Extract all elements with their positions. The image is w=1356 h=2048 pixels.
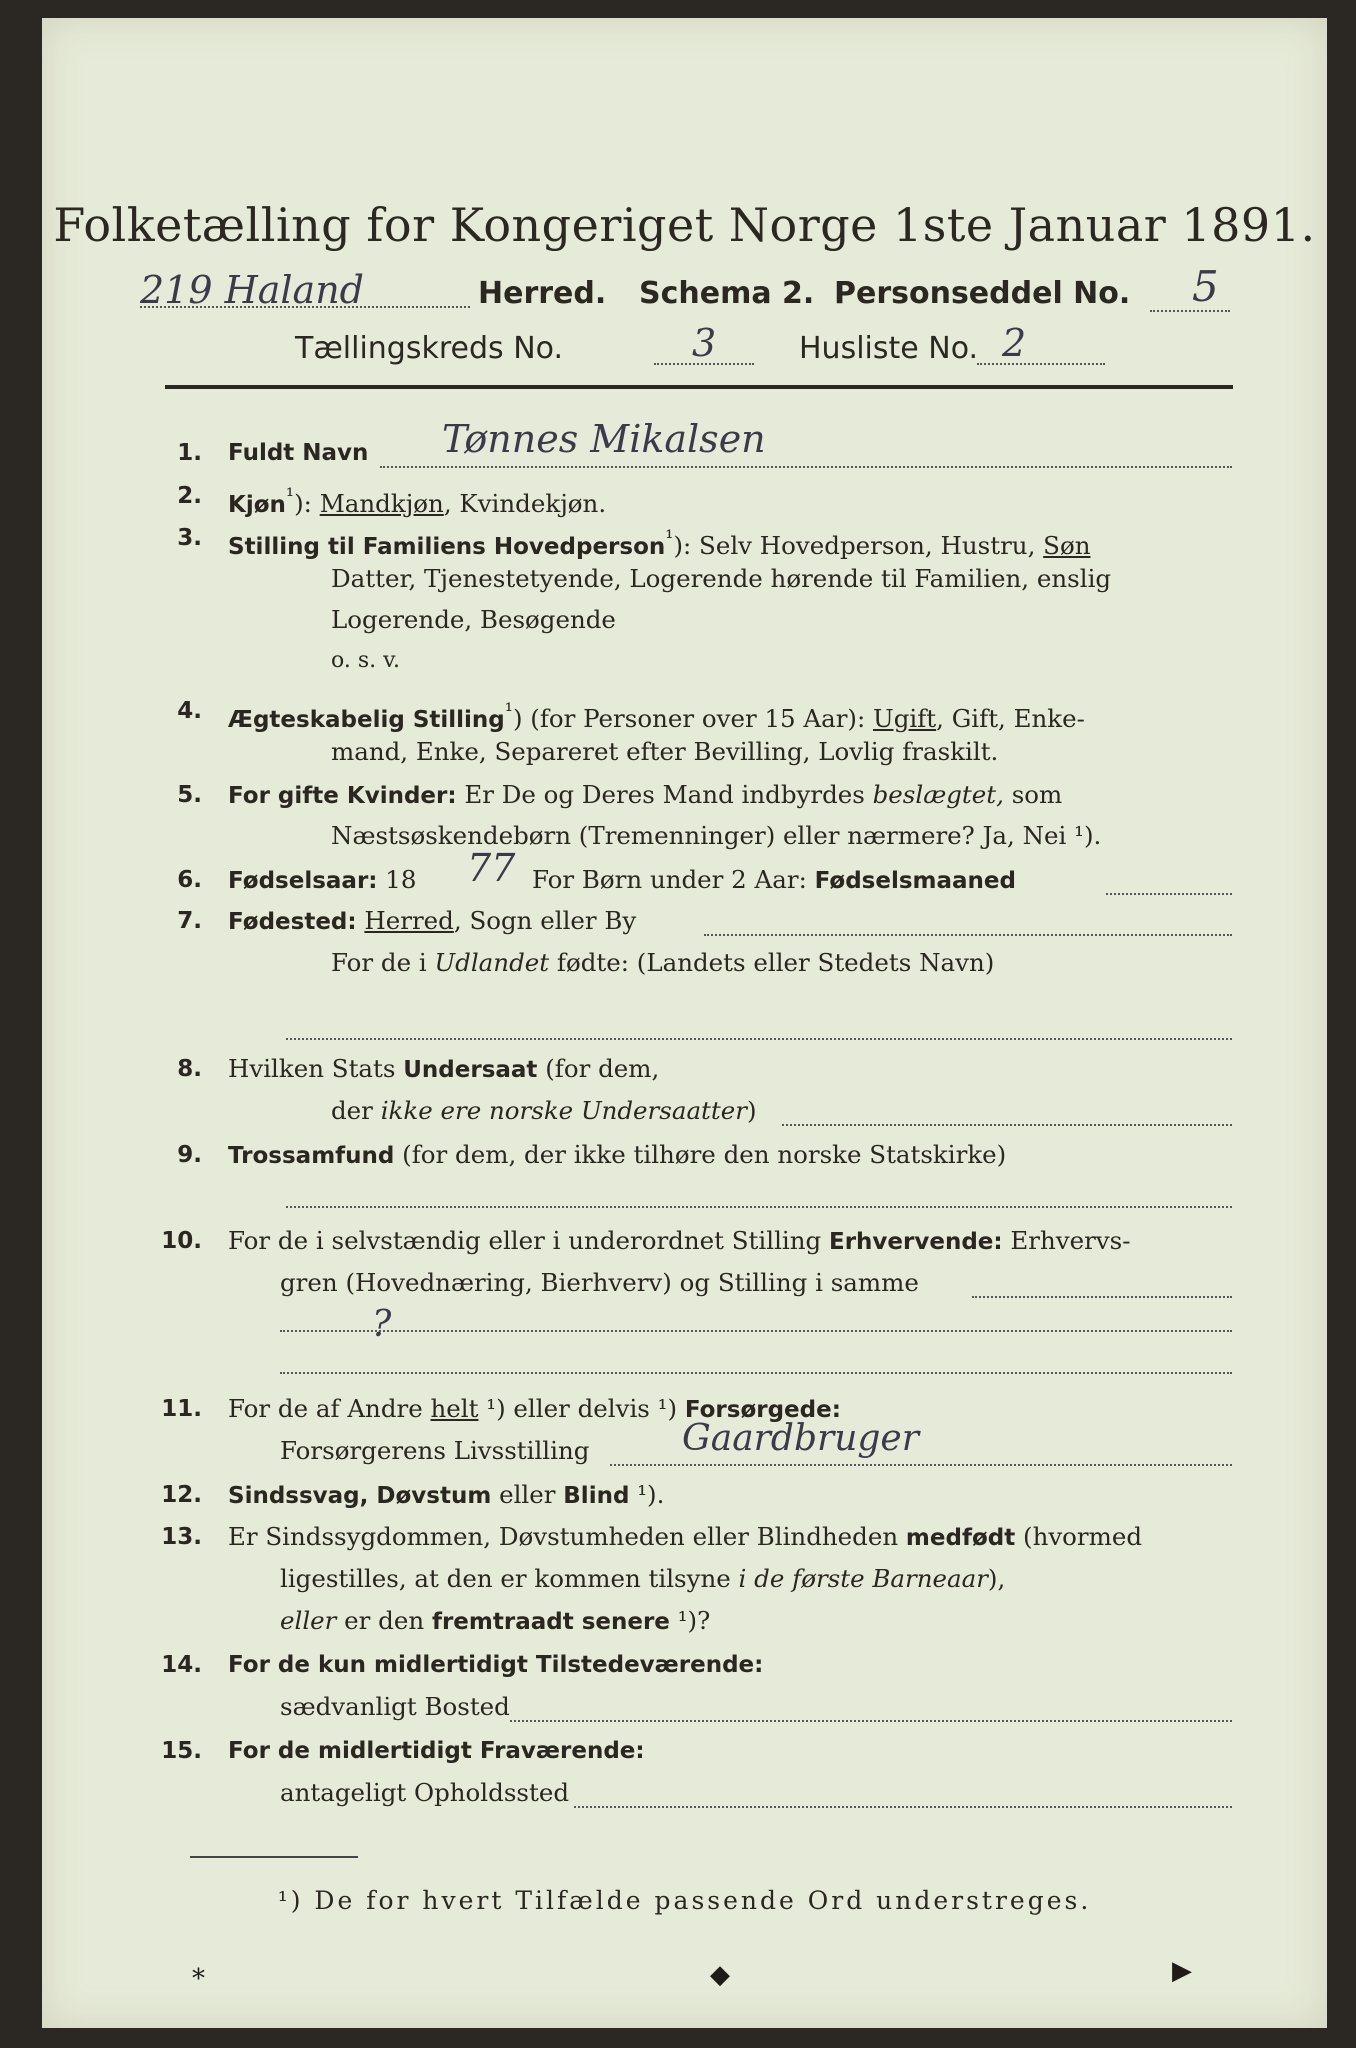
name-value: Tønnes Mikalsen: [442, 417, 766, 461]
corner-mark-left: ⁎: [192, 1956, 205, 1986]
sex-selected: Mandkjøn: [319, 489, 444, 519]
field-label-name: Fuldt Navn: [228, 440, 369, 466]
family-position-selected: Søn: [1043, 531, 1091, 561]
personseddel-value: 5: [1192, 262, 1219, 311]
kreds-value: 3: [692, 321, 717, 365]
herred-handwritten: 219 Haland: [140, 268, 365, 312]
personseddel-label: Personseddel No.: [834, 276, 1131, 311]
herred-label: Herred.: [478, 276, 607, 311]
schema-label: Schema 2.: [639, 276, 815, 311]
form-title: Folketælling for Kongeriget Norge 1ste Januar 1891.: [53, 198, 1316, 252]
header-rule: [165, 385, 1233, 389]
husliste-fill-line: [977, 363, 1105, 365]
ink-blot-center: ◆: [710, 1960, 730, 1990]
footnote: ¹) De for hvert Tilfælde passende Ord understreges.: [277, 1886, 1092, 1915]
birthplace-selected: Herred: [364, 906, 454, 935]
corner-mark-right: ▶: [1172, 1956, 1192, 1986]
husliste-label: Husliste No.: [799, 331, 979, 366]
field-label-birthplace: Fødested:: [228, 909, 357, 935]
occupation-value: ?: [372, 1304, 392, 1345]
personseddel-fill-line: [1150, 310, 1230, 312]
provider-occupation-value: Gaardbruger: [682, 1418, 919, 1459]
birth-year-value: 77: [467, 846, 516, 890]
field-label-sex: Kjøn: [228, 492, 286, 519]
marital-status-selected: Ugift: [873, 704, 937, 734]
kreds-label: Tællingskreds No.: [295, 331, 563, 366]
kreds-fill-line: [654, 363, 754, 365]
husliste-value: 2: [1002, 321, 1027, 365]
herred-fill-line: [140, 306, 470, 308]
field-label-marital-status: Ægteskabelig Stilling: [228, 707, 505, 734]
field-label-family-position: Stilling til Familiens Hovedperson: [228, 534, 666, 561]
field-label-birth-year: Fødselsaar:: [228, 868, 378, 894]
footnote-rule: [190, 1856, 358, 1858]
census-form-sheet: Folketælling for Kongeriget Norge 1ste Januar 1891. 219 Haland Herred. Schema 2. Personseddel No. 5 Tællingskreds No. 3 Husliste No. 2 1. Fuldt Navn Tønnes Mikalsen 2. Kjøn$^{^1}$): Mandkjøn, Kvindekjøn. 3. Stilling til Familiens Hovedperson$^{^1}$): Selv Hovedperson, Hustru, Søn Datter, Tjenestetyende, Logerende hørende til Familien, enslig Logerende, Besøgende o. s. v. 4. Ægteskabelig Stilling$^{^1}$) (for Personer over 15 Aar): Ugift, Gift, Enke- mand, Enke, Separeret efter Bevilling, Lovlig fraskilt. 5. For gifte Kvinder: Er De og Deres Mand indbyrdes beslægtet, som Næstsøskendebørn (Tremenninger) eller nærmere? Ja, Nei ¹). 6. Fødselsaar: 18 77 For Børn under 2 Aar: Fødselsmaaned 7. Fødested: Herred, Sogn eller By For de i Udlandet fødte: (Landets eller Stedets Navn) 8. Hvilken Stats Undersaat (for dem, der ikke ere norske Undersaatter) 9. Trossamfund (for dem, der ikke tilhøre den norske Statskirke) 10. For de i selvstændig eller i underordnet Stilling Erhvervende: Erhvervs- gren (Hovednæring, Bierhverv) og Stilling i samme ? 11. For de af Andre helt ¹) eller delvis ¹) Forsørgede: Forsørgerens Livsstilling Gaardbruger 12. Sindssvag, Døvstum eller Blind ¹). 13. Er Sindssygdommen, Døvstumheden eller Blindheden medfødt (hvormed ligestilles, at den er kommen tilsyne i de første Barneaar), eller er den fremtraadt senere ¹)? 14. For de kun midlertidigt Tilstedeværende: sædvanligt Bosted 15. For de midlertidigt Fraværende: antageligt Opholdssted ¹) De for hvert Tilfælde passende Ord understreges. ⁎ ◆ ▶: [42, 18, 1327, 2028]
